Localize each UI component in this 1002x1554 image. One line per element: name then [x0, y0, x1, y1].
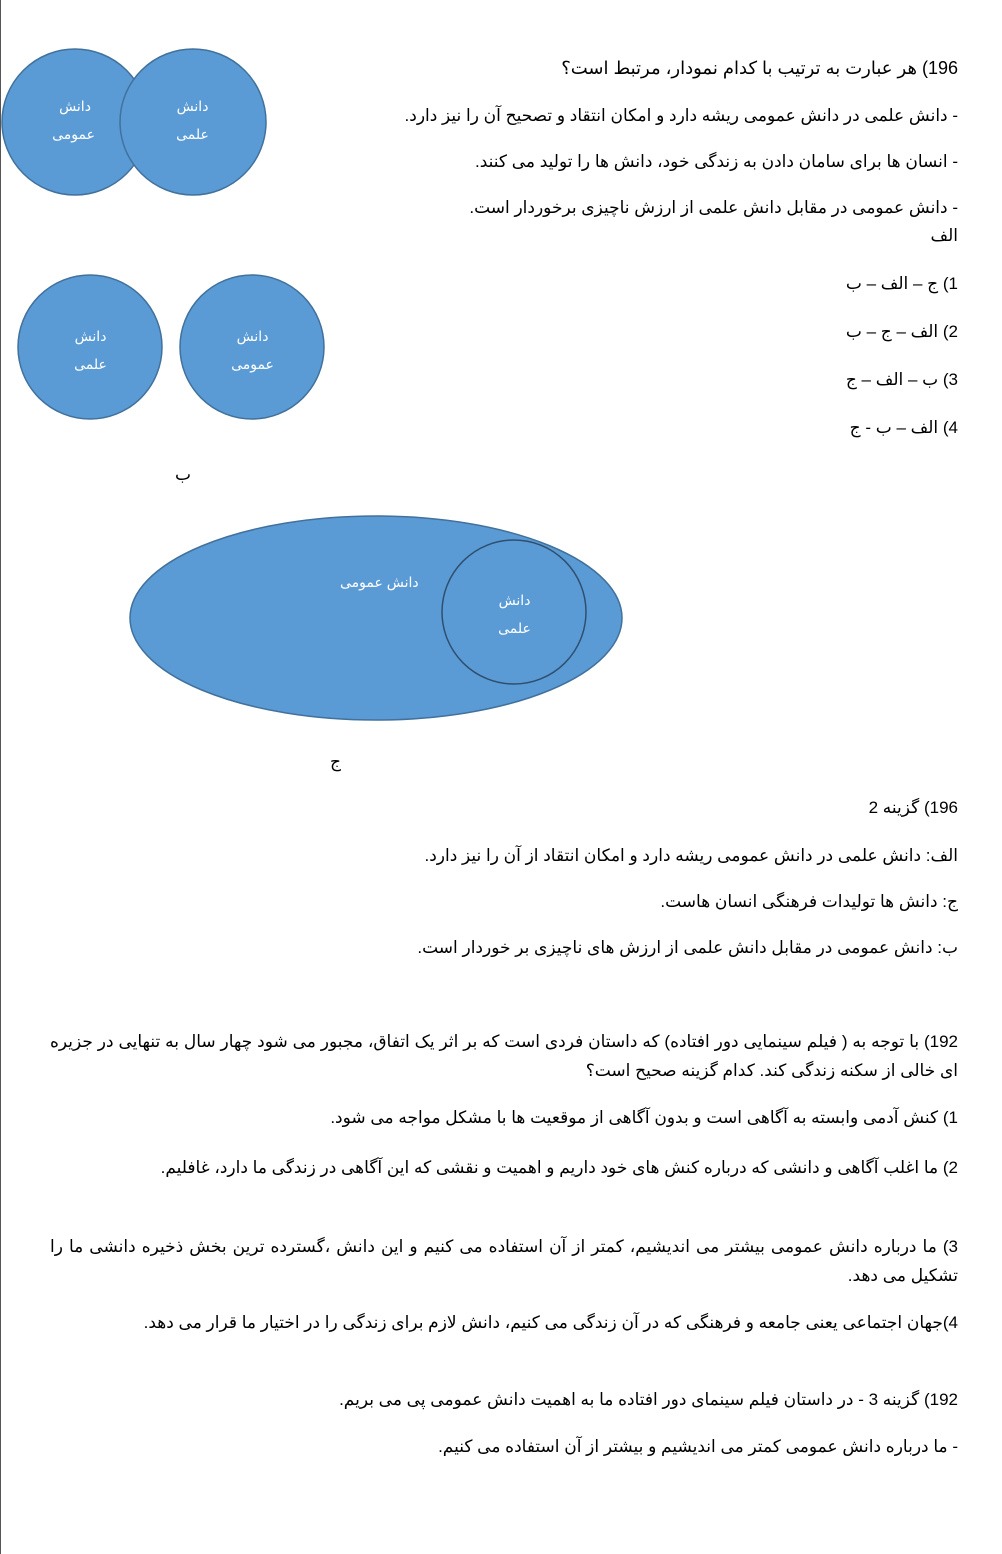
diagram-be-general-label: دانش عمومی: [231, 328, 274, 372]
diagram-jim-caption: ج: [330, 752, 341, 771]
question-196-title: 196) هر عبارت به ترتیب با کدام نمودار، مرتبط است؟: [561, 58, 958, 78]
answer-196-title: 196) گزینه 2: [868, 798, 958, 817]
option-2: 2) الف – ج – ب: [845, 322, 958, 341]
diagram-jim-general-label: دانش عمومی: [340, 574, 419, 590]
q192-option-4: 4)جهان اجتماعی یعنی جامعه و فرهنگی که در آن زندگی می کنیم، دانش لازم برای زندگی را در اختیار ما قرار می دهد.: [143, 1313, 958, 1332]
answer-192-line: - ما درباره دانش عمومی کمتر می اندیشیم و بیشتر از آن استفاده می کنیم.: [438, 1437, 958, 1456]
diagram-be-scientific-label: دانش علمی: [74, 328, 107, 372]
q192-option-1: 1) کنش آدمی وابسته به آگاهی است و بدون آگاهی از موقعیت ها با مشکل مواجه می شود.: [330, 1108, 958, 1127]
statement-3: - دانش عمومی در مقابل دانش علمی از ارزش ناچیزی برخوردار است.: [469, 198, 958, 217]
diagram-alef-general-label: دانش عمومی: [52, 98, 95, 142]
diagram-alef-caption: الف: [930, 226, 958, 245]
q192-option-3: 3) ما درباره دانش عمومی بیشتر می اندیشیم، کمتر از آن استفاده می کنیم و این دانش ،گسترده ترین بخش ذخیره دانشی ما را تشکیل می دهد.: [50, 1237, 958, 1285]
option-3: 3) ب – الف – ج: [845, 370, 958, 389]
option-1: 1) ج – الف – ب: [845, 274, 958, 293]
statement-1: - دانش علمی در دانش عمومی ریشه دارد و امکان انتقاد و تصحیح آن را نیز دارد.: [404, 106, 958, 125]
statement-2: - انسان ها برای سامان دادن به زندگی خود، دانش ها را تولید می کنند.: [474, 152, 958, 171]
diagram-jim-scientific-label: دانش علمی: [498, 592, 531, 636]
answer-196-line: ب: دانش عمومی در مقابل دانش علمی از ارزش های ناچیزی بر خوردار است.: [417, 938, 958, 957]
diagram-alef-scientific-label: دانش علمی: [176, 98, 209, 142]
option-4: 4) الف – ب - ج: [849, 418, 958, 437]
diagram-be-caption: ب: [175, 465, 192, 484]
question-192-title: 192) با توجه به ( فیلم سینمایی دور افتاده) که داستان فردی است که بر اثر یک اتفاق، مجبور می شود چهار سال به تنهایی در جزیره ای خالی از سکنه زندگی کند. کدام گزینه صحیح است؟: [50, 1032, 958, 1080]
answer-196-line: ج: دانش ها تولیدات فرهنگی انسان هاست.: [660, 892, 958, 911]
answer-196-line: الف: دانش علمی در دانش عمومی ریشه دارد و امکان انتقاد از آن را نیز دارد.: [424, 846, 958, 865]
answer-192-title: 192) گزینه 3 - در داستان فیلم سینمای دور افتاده ما به اهمیت دانش عمومی پی می بریم.: [339, 1390, 958, 1409]
q192-option-2: 2) ما اغلب آگاهی و دانشی که درباره کنش های خود داریم و اهمیت و نقشی که این آگاهی در زندگی ما دارد، غافلیم.: [160, 1158, 958, 1177]
